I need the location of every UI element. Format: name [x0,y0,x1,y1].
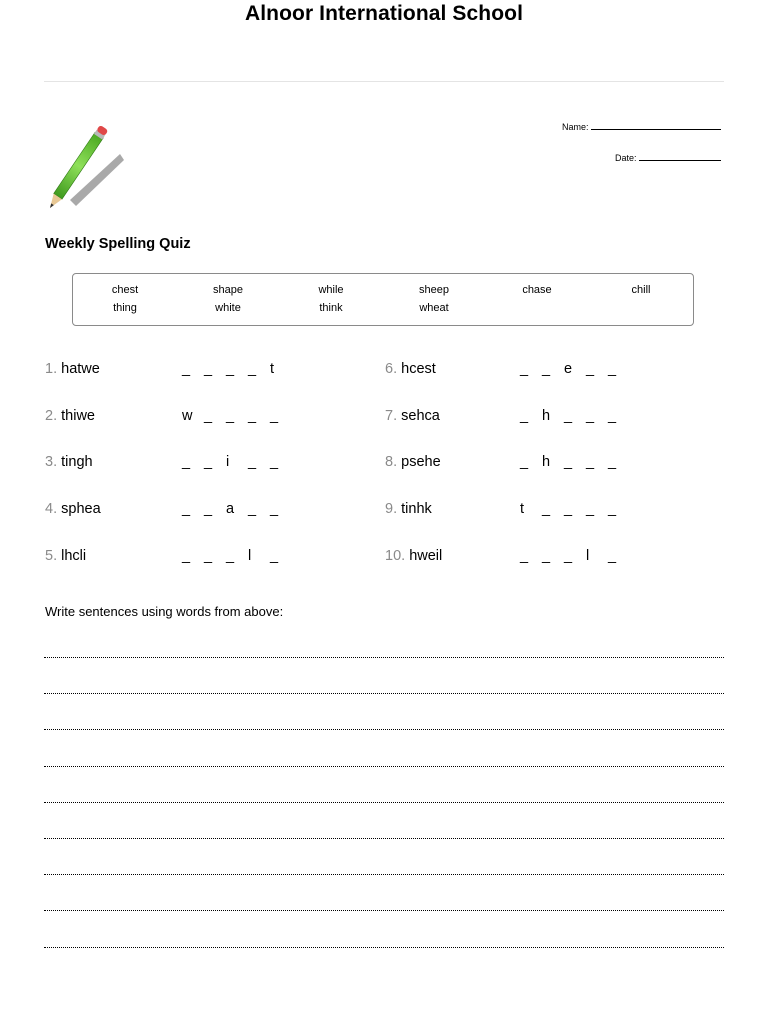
scrambled-word: sehca [401,408,440,424]
answer-blank[interactable]: _ [248,361,257,377]
question-number: 3. [45,454,58,470]
answer-blank[interactable]: _ [542,548,551,564]
question-number: 9. [385,501,398,517]
answer-slots[interactable] [182,408,292,424]
word-bank-item: sheep [419,284,449,296]
name-field[interactable] [562,120,721,132]
answer-blank[interactable]: _ [226,548,235,564]
question-item [45,548,86,568]
answer-blank[interactable]: _ [608,548,617,564]
writing-line[interactable] [44,657,724,658]
answer-blank[interactable]: _ [586,408,595,424]
writing-line[interactable] [44,838,724,839]
answer-hint-letter: t [270,361,275,377]
writing-line[interactable] [44,766,724,767]
scrambled-word: hweil [409,548,443,564]
name-blank[interactable] [591,120,721,130]
scrambled-word: lhcli [61,548,87,564]
answer-slots[interactable] [182,501,292,517]
name-label: Name: [561,122,589,132]
question-item [45,361,100,381]
question-item [45,454,93,474]
word-bank-item: wheat [419,302,449,314]
question-item [45,408,95,428]
question-number: 1. [45,361,58,377]
writing-line[interactable] [44,802,724,803]
answer-slots[interactable] [182,454,292,470]
question-number: 6. [385,361,398,377]
word-bank [72,273,694,326]
word-bank-item: white [215,302,241,314]
answer-blank[interactable]: _ [520,361,529,377]
word-bank-item: think [319,302,343,314]
question-number: 7. [385,408,398,424]
answer-blank[interactable]: _ [204,548,213,564]
answer-blank[interactable]: _ [270,501,279,517]
answer-hint-letter: l [586,548,590,564]
answer-slots[interactable] [520,501,630,517]
answer-blank[interactable]: _ [204,361,213,377]
question-number: 5. [45,548,58,564]
word-bank-item: thing [113,302,137,314]
answer-blank[interactable]: _ [564,501,573,517]
question-item [385,501,432,521]
answer-hint-letter: a [226,501,235,517]
question-number: 2. [45,408,58,424]
answer-hint-letter: i [226,454,230,470]
answer-blank[interactable]: _ [204,408,213,424]
answer-blank[interactable]: _ [226,408,235,424]
scrambled-word: tingh [61,454,93,470]
answer-blank[interactable]: _ [182,361,191,377]
answer-blank[interactable]: _ [564,454,573,470]
quiz-title: Weekly Spelling Quiz [45,236,191,252]
scrambled-word: sphea [61,501,101,517]
answer-slots[interactable] [520,454,630,470]
writing-line[interactable] [44,910,724,911]
answer-blank[interactable]: _ [586,501,595,517]
answer-slots[interactable] [520,361,630,377]
answer-blank[interactable]: _ [564,408,573,424]
question-item [385,454,441,474]
question-number: 10. [385,548,406,564]
answer-slots[interactable] [520,548,630,564]
writing-line[interactable] [44,729,724,730]
answer-blank[interactable]: _ [520,408,529,424]
answer-blank[interactable]: _ [182,454,191,470]
scrambled-word: hcest [401,361,436,377]
answer-hint-letter: h [542,454,551,470]
answer-hint-letter: l [248,548,252,564]
word-bank-item: chill [631,284,651,296]
date-label: Date: [614,153,637,163]
answer-blank[interactable]: _ [608,361,617,377]
question-item [385,548,442,568]
answer-hint-letter: e [564,361,573,377]
answer-blank[interactable]: _ [182,501,191,517]
question-number: 4. [45,501,58,517]
question-item [45,501,101,521]
answer-blank[interactable]: _ [520,454,529,470]
answer-blank[interactable]: _ [270,408,279,424]
answer-blank[interactable]: _ [564,548,573,564]
school-title: Alnoor International School [244,2,524,25]
pencil-icon [42,118,132,218]
sentences-instruction: Write sentences using words from above: [45,604,284,619]
scrambled-word: psehe [401,454,441,470]
answer-blank[interactable]: _ [204,454,213,470]
writing-line[interactable] [44,874,724,875]
answer-blank[interactable]: _ [608,408,617,424]
answer-hint-letter: h [542,408,551,424]
answer-blank[interactable]: _ [542,361,551,377]
scrambled-word: thiwe [61,408,95,424]
question-number: 8. [385,454,398,470]
answer-blank[interactable]: _ [270,454,279,470]
answer-blank[interactable]: _ [520,548,529,564]
scrambled-word: hatwe [61,361,100,377]
answer-blank[interactable]: _ [608,501,617,517]
writing-line[interactable] [44,947,724,948]
header-divider [44,81,724,82]
answer-slots[interactable] [182,361,292,377]
answer-slots[interactable] [182,548,292,564]
answer-blank[interactable]: _ [182,548,191,564]
answer-blank[interactable]: _ [608,454,617,470]
word-bank-item: chest [111,284,139,296]
answer-blank[interactable]: _ [226,361,235,377]
answer-blank[interactable]: _ [542,501,551,517]
answer-blank[interactable]: _ [586,454,595,470]
answer-blank[interactable]: _ [248,501,257,517]
answer-slots[interactable] [520,408,630,424]
question-item [385,408,440,428]
answer-blank[interactable]: _ [248,454,257,470]
word-bank-item: while [318,284,344,296]
scrambled-word: tinhk [401,501,432,517]
question-item [385,361,436,381]
answer-blank[interactable]: _ [270,548,279,564]
date-field[interactable] [615,151,721,163]
word-bank-item: shape [213,284,243,296]
answer-blank[interactable]: _ [248,408,257,424]
answer-blank[interactable]: _ [204,501,213,517]
answer-hint-letter: t [520,501,525,517]
answer-blank[interactable]: _ [586,361,595,377]
answer-hint-letter: w [182,408,193,424]
date-blank[interactable] [639,151,721,161]
writing-line[interactable] [44,693,724,694]
word-bank-item: chase [522,284,552,296]
